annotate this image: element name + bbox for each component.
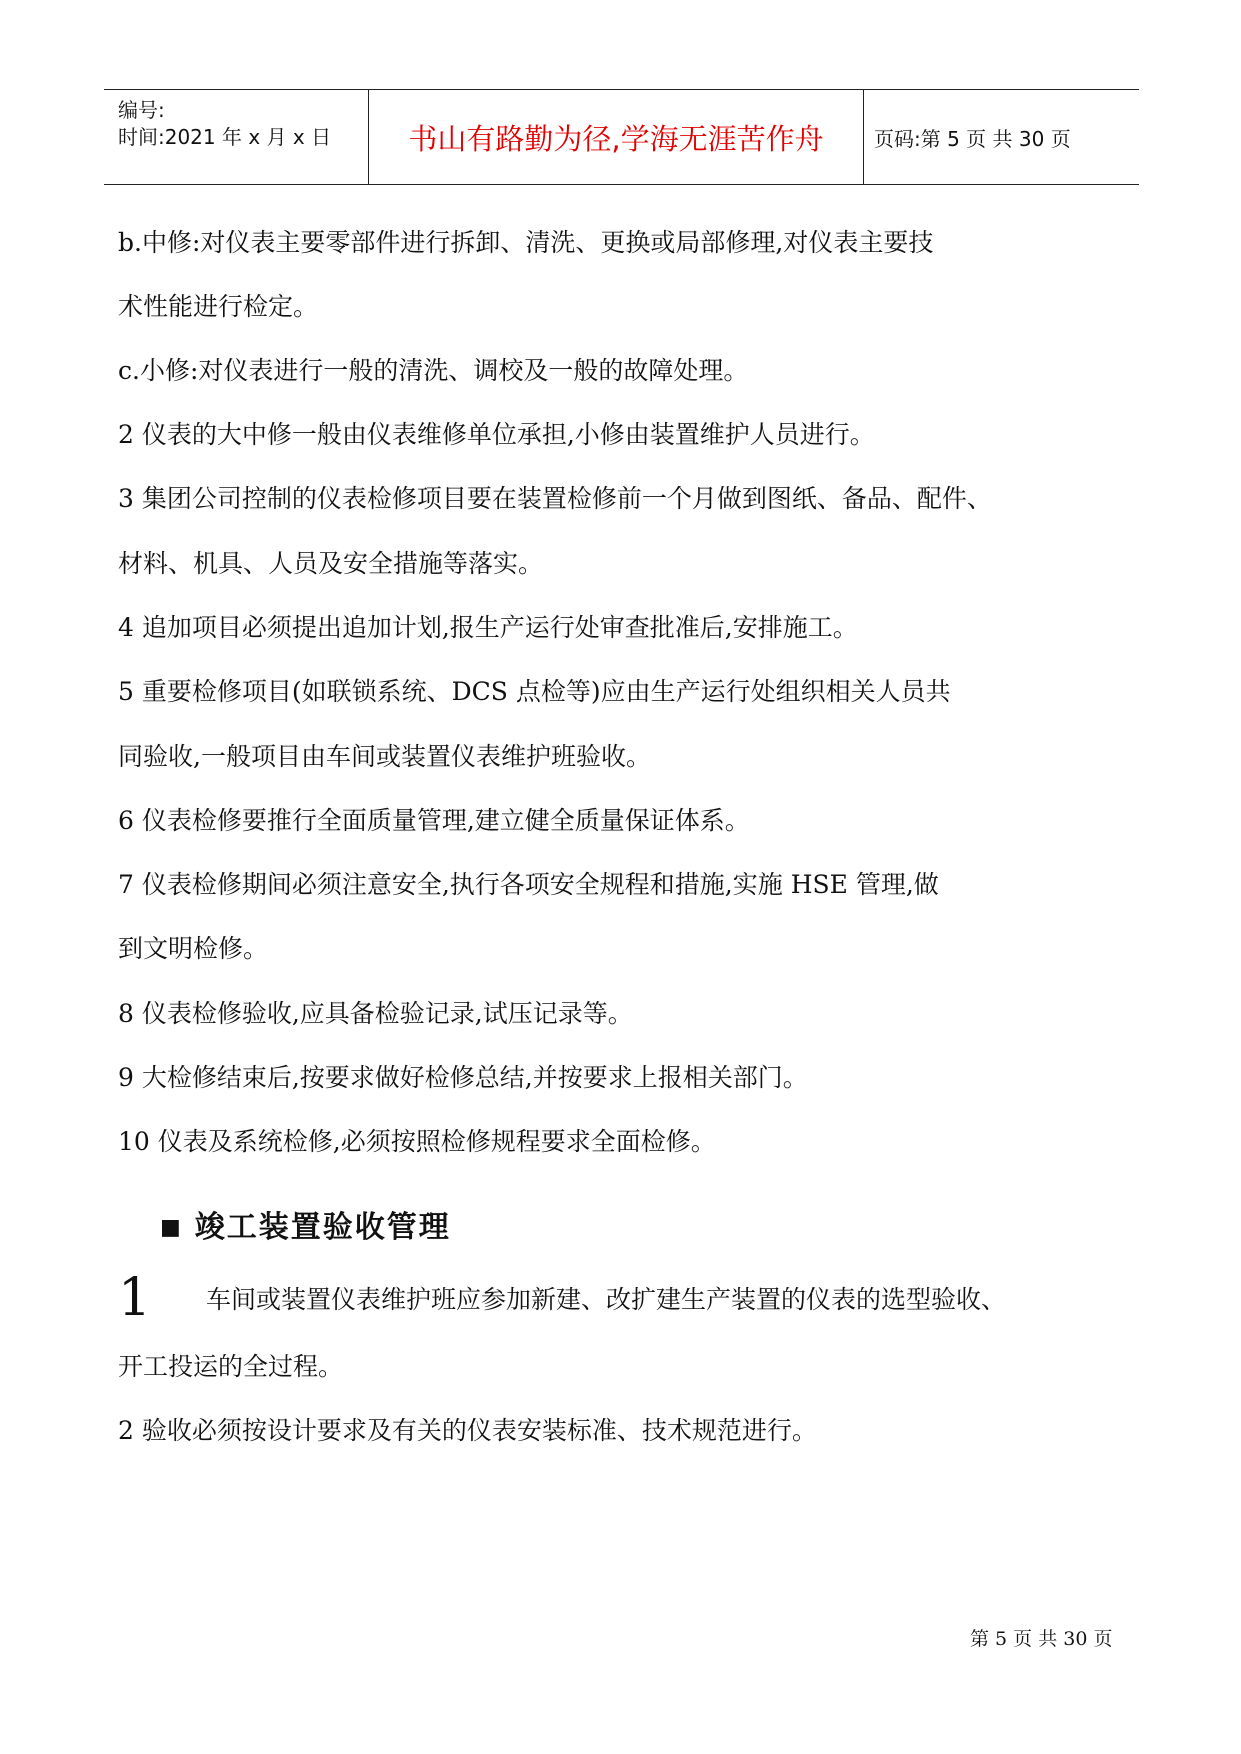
- item-number-large: 1: [118, 1268, 152, 1328]
- page-header: [104, 89, 1139, 185]
- paragraph-line: b.中修:对仪表主要零部件进行拆卸、清洗、更换或局部修理,对仪表主要技: [118, 228, 934, 257]
- paragraph-line: 开工投运的全过程。: [118, 1352, 344, 1381]
- paragraph-line: 术性能进行检定。: [118, 292, 319, 321]
- page-footer: 第 5 页 共 30 页: [970, 1628, 1113, 1650]
- paragraph-line: 3 集团公司控制的仪表检修项目要在装置检修前一个月做到图纸、备品、配件、: [118, 484, 992, 513]
- header-page-code: 页码:第 5 页 共 30 页: [874, 126, 1071, 151]
- paragraph-line: 8 仪表检修验收,应具备检验记录,试压记录等。: [118, 999, 633, 1028]
- section-heading: [160, 1208, 451, 1248]
- paragraph-line: 2 验收必须按设计要求及有关的仪表安装标准、技术规范进行。: [118, 1416, 817, 1445]
- paragraph-line: 6 仪表检修要推行全面质量管理,建立健全质量保证体系。: [118, 806, 750, 835]
- square-bullet-icon: ■: [160, 1215, 183, 1240]
- paragraph-line: 4 追加项目必须提出追加计划,报生产运行处审查批准后,安排施工。: [118, 613, 858, 642]
- header-motto: 书山有路勤为径,学海无涯苦作舟: [368, 90, 864, 184]
- paragraph-line: 5 重要检修项目(如联锁系统、DCS 点检等)应由生产运行处组织相关人员共: [118, 677, 951, 706]
- paragraph-line: 同验收,一般项目由车间或装置仪表维护班验收。: [118, 742, 651, 771]
- paragraph-line: 2 仪表的大中修一般由仪表维修单位承担,小修由装置维护人员进行。: [118, 420, 875, 449]
- paragraph-line: 7 仪表检修期间必须注意安全,执行各项安全规程和措施,实施 HSE 管理,做: [118, 870, 939, 899]
- paragraph-line: 车间或装置仪表维护班应参加新建、改扩建生产装置的仪表的选型验收、: [206, 1285, 1007, 1314]
- paragraph-line: 材料、机具、人员及安全措施等落实。: [118, 549, 544, 578]
- paragraph-line: c.小修:对仪表进行一般的清洗、调校及一般的故障处理。: [118, 356, 749, 385]
- header-meta: [104, 90, 368, 184]
- paragraph-line: 10 仪表及系统检修,必须按照检修规程要求全面检修。: [118, 1127, 716, 1156]
- paragraph-line: 9 大检修结束后,按要求做好检修总结,并按要求上报相关部门。: [118, 1063, 808, 1092]
- document-time-label: 时间:2021 年 x 月 x 日: [118, 125, 332, 149]
- section-title: 竣工装置验收管理: [194, 1210, 451, 1245]
- document-number-label: 编号:: [118, 98, 165, 122]
- paragraph-line: 到文明检修。: [118, 934, 269, 963]
